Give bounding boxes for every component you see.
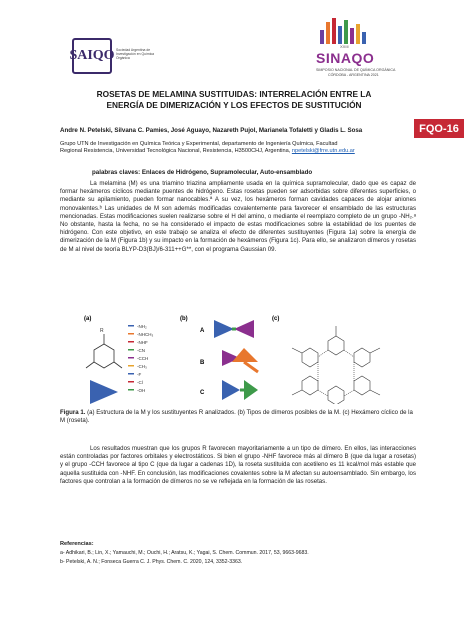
dimer-a-icon	[214, 320, 254, 338]
dimer-a-label: A	[200, 328, 205, 334]
keywords: palabras claves: Enlaces de Hidrógeno, Supramolecular, Auto-ensamblado	[92, 169, 313, 176]
intro-paragraph: La melamina (M) es una triamino triazina ampliamente usada en la química supramolecular, dado que es capaz de formar hexámeros cíclicos mediante puentes de hidrógeno. Estas rosetas pueden ser adsorbidas sobre diferentes superficies, o mediante su apilamiento, pueden formar nanocables.ª A su vez, los hexámeros forman cavidades capaces de alojar aniones monovalentes.ᵇ Las unidades de M son además modificadas covalentemente para favorecer el ensamblado de las estructuras mencionadas. Estas modificaciones suelen realizarse sobre el H del amino, o mediante el reemplazo completo de un grupo -NH₂.ᵃ No obstante, hasta la fecha, no se ha considerado el impacto de estas modificaciones sobre la estabilidad de los puentes de hidrógeno. Con este objetivo, en este trabajo se analiza el efecto de diferentes sustituyentes (Figura 1a) sobre la energía de dimerización de la M (Figura 1b) y su impacto en la formación de hexámeros (Figura 1c). Para ello, se analizaron dímeros y rosetas de M al nivel de teoría BLYP-D3(BJ)/6-311++G**, con el programa Gaussian 09.	[60, 180, 416, 253]
paper-title	[60, 89, 408, 111]
figure-label-b: (b)	[180, 316, 188, 322]
dimer-b-icon	[222, 348, 258, 372]
figure-caption	[60, 409, 416, 425]
reference-item: b- Petelski, A. N.; Fonseca Guerra C. J. Phys. Chem. C. 2020, 124, 3352-3363.	[60, 559, 243, 565]
substituent-1: -NH₂	[137, 324, 147, 329]
substituent-8: -Cl	[137, 380, 143, 385]
melamine-r-label: R	[100, 328, 104, 334]
dimer-b-label: B	[200, 360, 205, 366]
dimer-c-icon	[222, 380, 258, 400]
substituent-7: -F	[137, 372, 142, 377]
substituent-3: -NHF	[137, 340, 148, 345]
substituent-4: -CN	[137, 348, 145, 353]
saiqo-logo-mark: SAIQO	[72, 38, 112, 74]
substituent-9: -OH	[137, 388, 146, 393]
title-line-2: ENERGÍA DE DIMERIZACIÓN Y LOS EFECTOS DE SUSTITUCIÓN	[106, 100, 362, 110]
references-heading: Referencias:	[60, 541, 94, 547]
title-line-1: ROSETAS DE MELAMINA SUSTITUIDAS: INTERRELACIÓN ENTRE LA	[96, 89, 372, 99]
dimer-c-label: C	[200, 390, 205, 396]
caption-label: Figura 1.	[60, 409, 86, 416]
sinaqo-location: CÓRDOBA - ARGENTINA 2021	[328, 73, 379, 77]
reference-item: a- Adhikari, B.; Lin, X.; Yamauchi, M.; Ouchi, H.; Aratsu, K.; Yagai, S. Chem. Commun. 2017, 53, 9663-9683.	[60, 550, 309, 556]
saiqo-logo	[69, 38, 162, 78]
figure-label-a: (a)	[84, 316, 92, 322]
melamine-structure-icon	[86, 334, 122, 368]
substituent-2: -NHCH₃	[137, 332, 154, 337]
substituent-6: -CH₃	[137, 364, 147, 369]
caption-text: (a) Estructura de la M y los sustituyentes R analizados. (b) Tipos de dímeros posibles de la M. (c) Hexámero cíclico de la M (roseta).	[60, 409, 413, 425]
email-link[interactable]: npetelski@frre.utn.edu.ar	[291, 148, 355, 155]
author-list: Andre N. Petelski, Silvana C. Pamies, José Aguayo, Nazareth Pujol, Marianela Tofaletti y Gladis L. Sosa	[60, 127, 363, 134]
substituent-5: -CCH	[137, 356, 149, 361]
sinaqo-year: XXIII	[340, 44, 349, 49]
affiliation-line-2: Regional Resistencia, Universidad Tecnológica Nacional, Resistencia, H3500CHJ, Argentina,	[60, 148, 291, 155]
sinaqo-logo	[316, 16, 396, 76]
blue-triangle-icon	[90, 380, 118, 404]
sinaqo-bars-icon	[316, 16, 386, 44]
affiliation	[60, 141, 416, 155]
sinaqo-subtitle: SIMPOSIO NACIONAL DE QUÍMICA ORGÁNICA	[316, 68, 396, 72]
saiqo-tagline: Sociedad Argentina de Investigación en Química Orgánica	[116, 48, 155, 60]
substituent-list	[137, 324, 153, 393]
results-paragraph: Los resultados muestran que los grupos R favorecen mayoritariamente a un tipo de dímero. En ellos, las interacciones están controladas por factores orbitales y electrostáticos. Si bien el grupo -NHF favorece más al dímero B (que da lugar a rosetas) y el grupo -CCH favorece al tipo C (que da lugar a cadenas 1D), la roseta sustituida con acetileno es 11 kcal/mol más estable que aquella sustituida con -NHF. En conclusión, las modificaciones covalentes sobre la M afectan su autoensamblado. Sin embargo, los factores que controlan a la formación de dímeros no se ve reflejada en la formación de las rosetas.	[60, 445, 416, 485]
rosette-hexamer-icon	[292, 326, 380, 404]
session-badge: FQO-16	[414, 119, 464, 138]
substituent-color-marks	[128, 325, 134, 391]
figure-1	[82, 314, 402, 404]
figure-label-c: (c)	[272, 316, 280, 322]
sinaqo-wordmark: SINAQO	[316, 50, 375, 66]
affiliation-line-1: Grupo UTN de Investigación en Química Teórica y Experimental, departamento de Ingeniería Química, Facultad	[60, 141, 338, 147]
